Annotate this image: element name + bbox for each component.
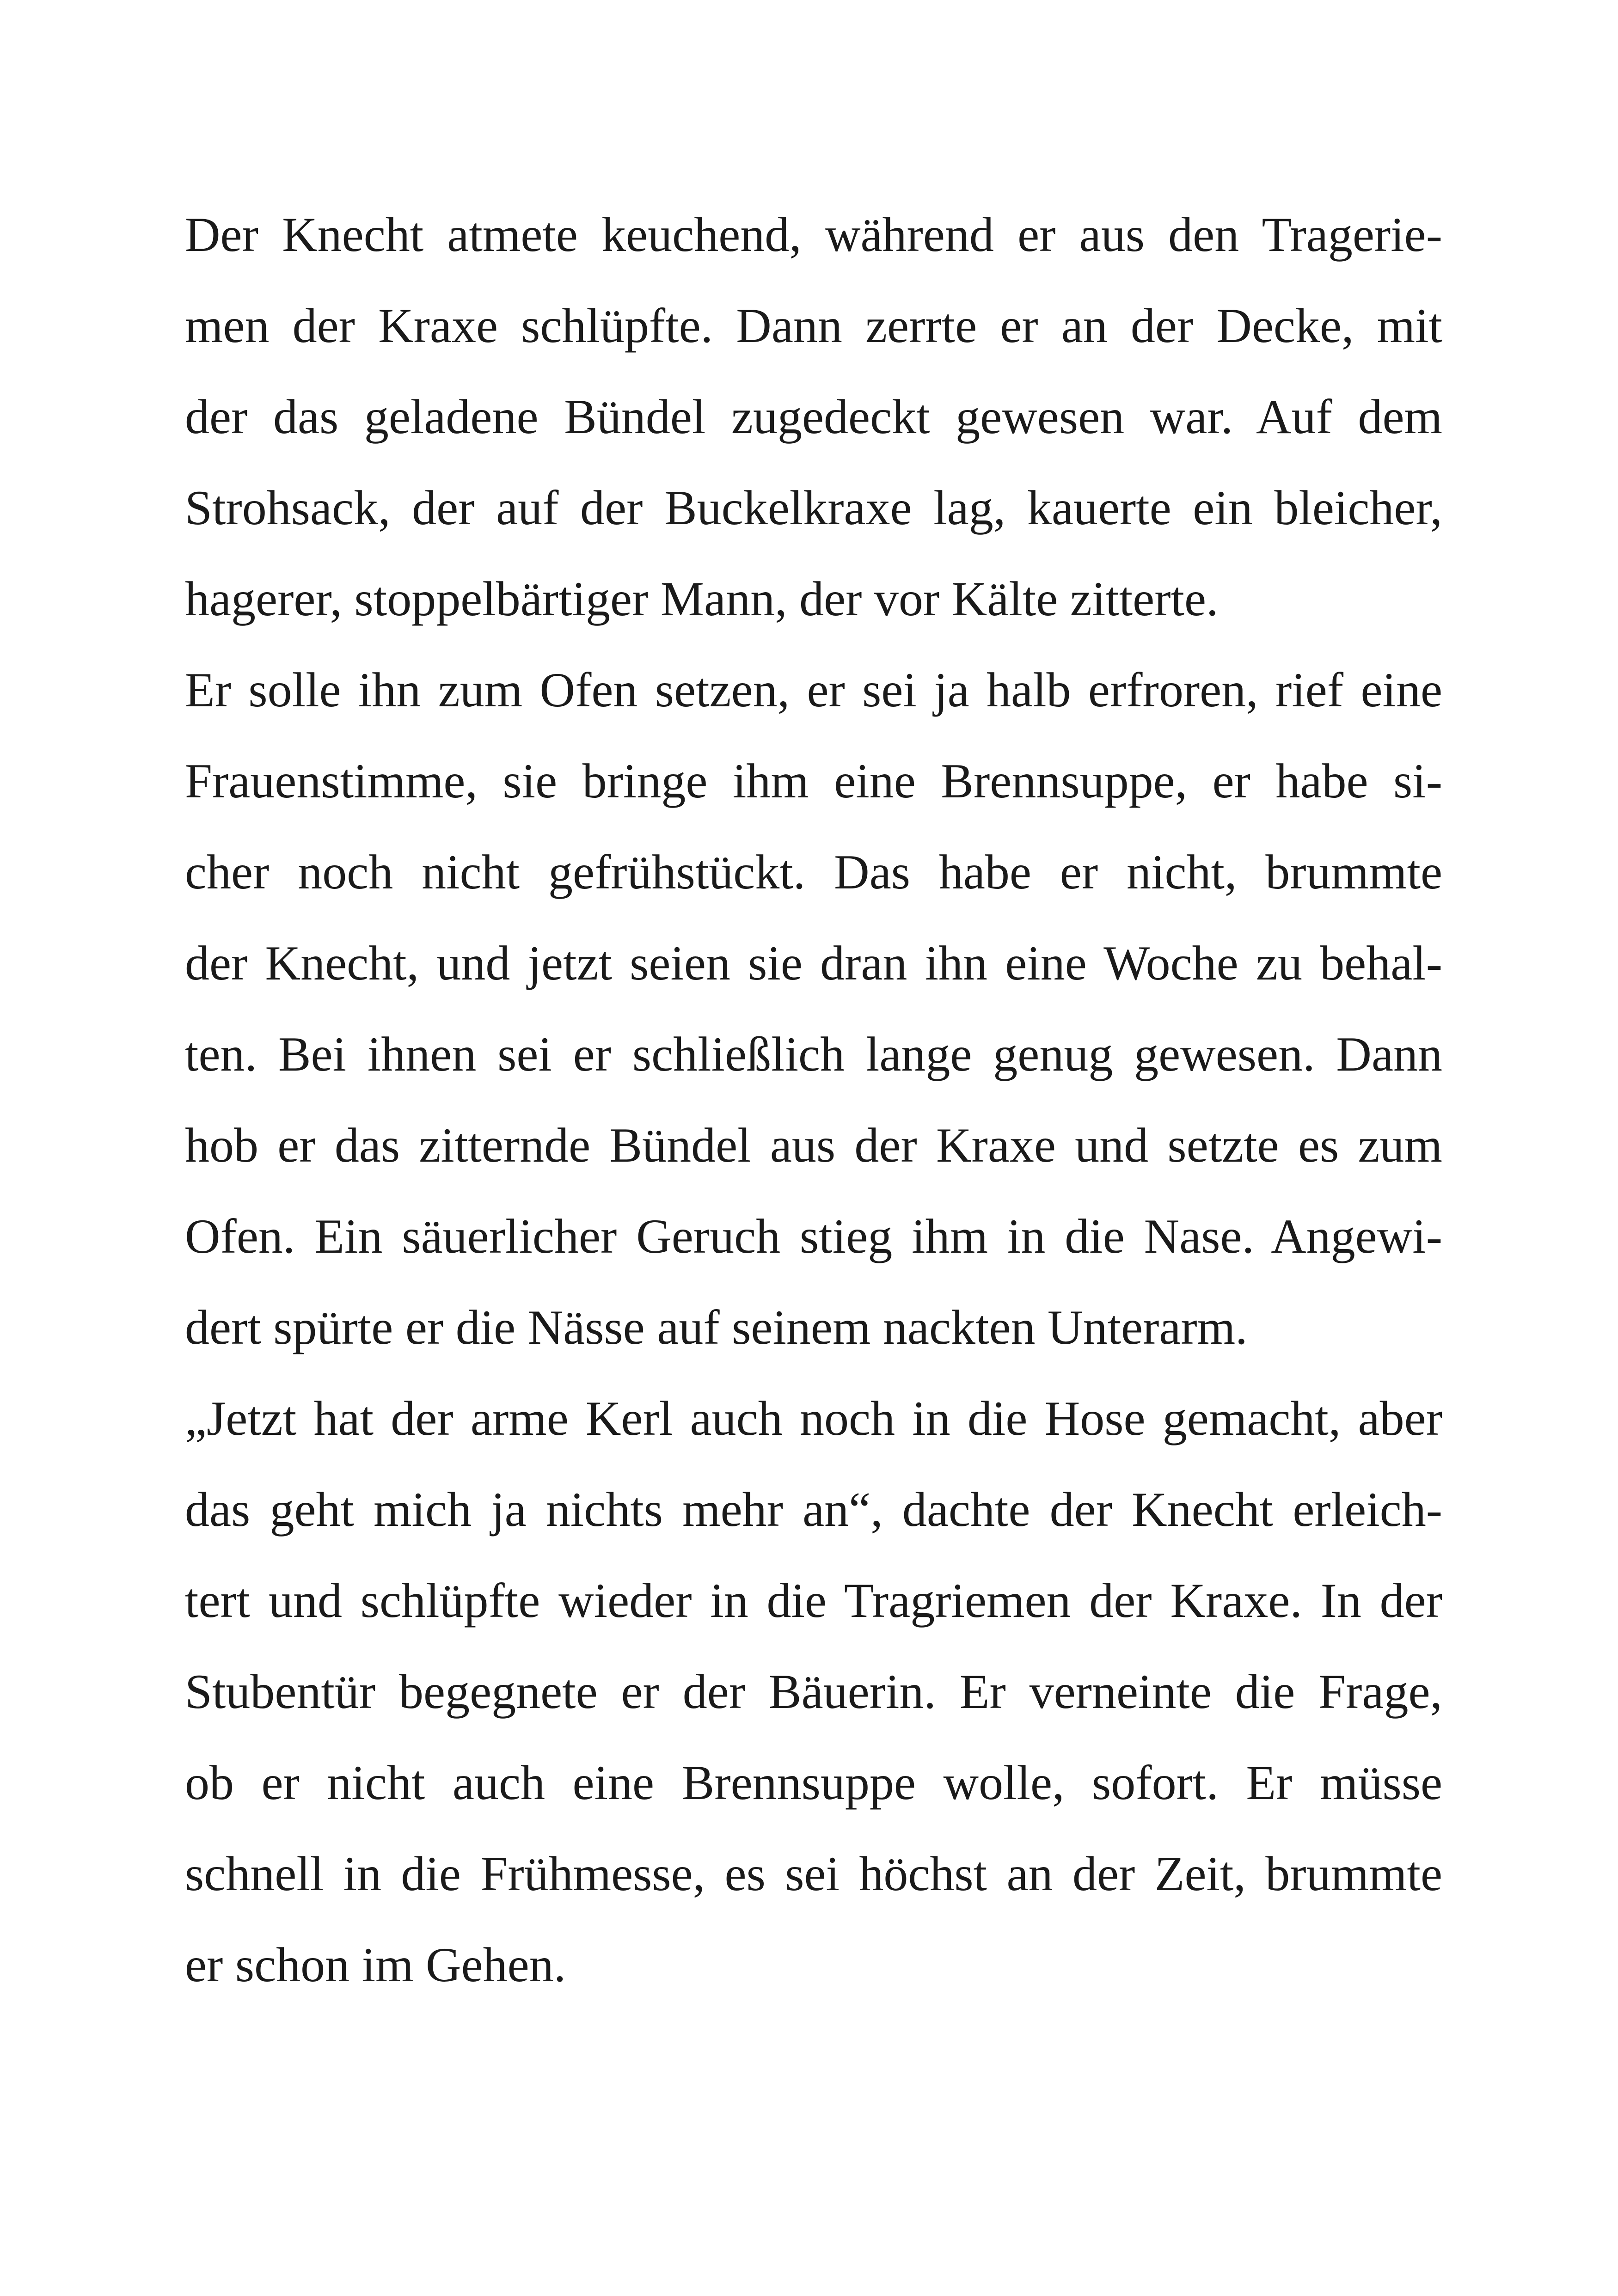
text-line: men der Kraxe schlüpfte. Dann zerrte er an der Decke, mit <box>185 299 1442 353</box>
text-line: „Jetzt hat der arme Kerl auch noch in die Hose gemacht, aber <box>185 1391 1442 1445</box>
text-line: ob er nicht auch eine Brennsuppe wolle, sofort. Er müsse <box>185 1756 1442 1810</box>
text-line: Der Knecht atmete keuchend, während er aus den Tragerie- <box>185 208 1442 262</box>
text-line: schnell in die Frühmesse, es sei höchst an der Zeit, brummte <box>185 1847 1442 1901</box>
text-line: Stubentür begegnete er der Bäuerin. Er verneinte die Frage, <box>185 1665 1442 1719</box>
text-line: der das geladene Bündel zugedeckt gewesen war. Auf dem <box>185 390 1442 444</box>
text-line: Ofen. Ein säuerlicher Geruch stieg ihm in die Nase. Angewi- <box>185 1209 1442 1263</box>
text-line: hob er das zitternde Bündel aus der Kraxe und setzte es zum <box>185 1118 1442 1172</box>
body-text <box>185 202 1442 2024</box>
text-line: der Knecht, und jetzt seien sie dran ihn eine Woche zu behal- <box>185 936 1442 990</box>
text-line: ten. Bei ihnen sei er schließlich lange genug gewesen. Dann <box>185 1027 1442 1081</box>
text-line: tert und schlüpfte wieder in die Tragriemen der Kraxe. In der <box>185 1574 1442 1628</box>
text-line: Frauenstimme, sie bringe ihm eine Brennsuppe, er habe si- <box>185 754 1442 808</box>
text-line: hagerer, stoppelbärtiger Mann, der vor Kälte zitterte. <box>185 572 1219 626</box>
text-line: er schon im Gehen. <box>185 1938 566 1992</box>
text-line: cher noch nicht gefrühstückt. Das habe er nicht, brummte <box>185 845 1442 899</box>
text-line: das geht mich ja nichts mehr an“, dachte der Knecht erleich- <box>185 1482 1442 1537</box>
text-line: dert spürte er die Nässe auf seinem nackten Unterarm. <box>185 1300 1248 1354</box>
text-line: Er solle ihn zum Ofen setzen, er sei ja halb erfroren, rief eine <box>185 663 1442 717</box>
text-line: Strohsack, der auf der Buckelkraxe lag, kauerte ein bleicher, <box>185 481 1442 535</box>
